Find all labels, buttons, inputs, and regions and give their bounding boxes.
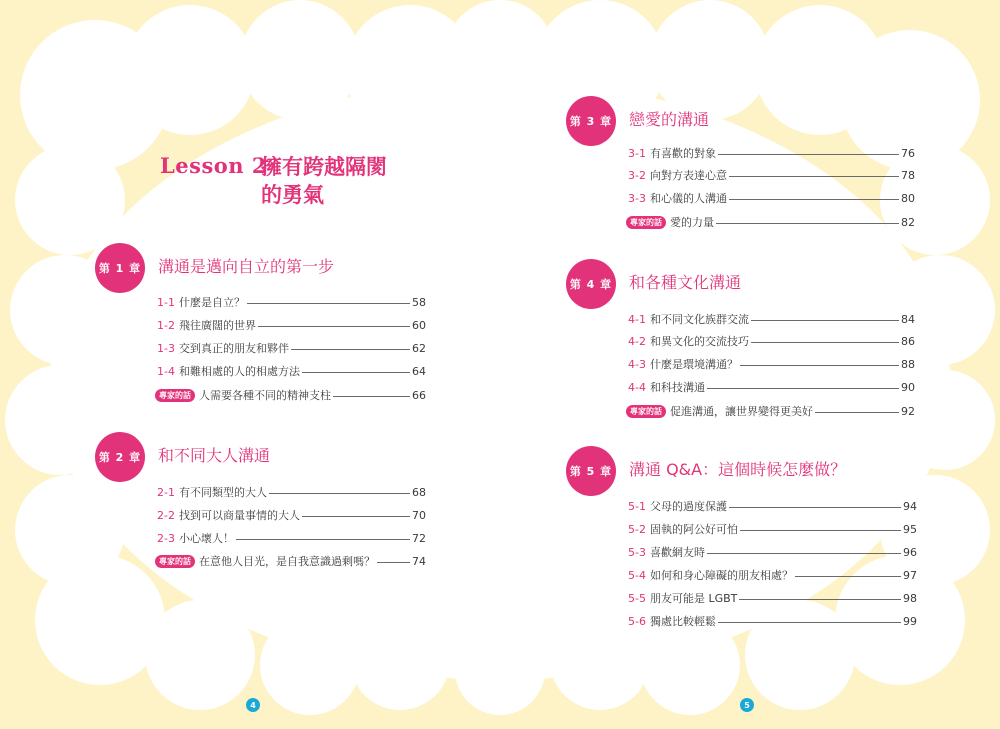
entry-page: 94 bbox=[903, 499, 917, 513]
toc-entry[interactable] bbox=[628, 311, 915, 327]
expert-badge: 專家的話 bbox=[155, 389, 195, 402]
dot-leader bbox=[707, 553, 901, 554]
dot-leader bbox=[740, 530, 901, 531]
toc-entry[interactable] bbox=[628, 356, 915, 372]
toc-entry[interactable] bbox=[157, 340, 426, 356]
entry-title: 和不同文化族群交流 bbox=[649, 313, 749, 326]
entry-number: 4-3 bbox=[628, 357, 646, 371]
entry-page: 72 bbox=[412, 531, 426, 545]
entry-page: 82 bbox=[901, 215, 915, 229]
entry-number: 4-1 bbox=[628, 312, 646, 326]
entry-page: 74 bbox=[412, 554, 426, 568]
toc-entry[interactable] bbox=[157, 484, 426, 500]
entry-title: 父母的過度保護 bbox=[649, 500, 727, 513]
dot-leader bbox=[269, 493, 410, 494]
entry-number: 4-4 bbox=[628, 380, 646, 394]
entry-number: 3-1 bbox=[628, 146, 646, 160]
toc-entry[interactable] bbox=[628, 167, 915, 183]
entry-number: 5-5 bbox=[628, 591, 646, 605]
chapter-badge: 第 4 章 bbox=[566, 259, 616, 309]
toc-entry[interactable] bbox=[628, 145, 915, 161]
entry-title: 如何和身心障礙的朋友相處？ bbox=[649, 569, 793, 582]
chapter-badge: 第 1 章 bbox=[95, 243, 145, 293]
entry-title: 有喜歡的對象 bbox=[649, 147, 716, 160]
entry-title: 和難相處的人的相處方法 bbox=[178, 365, 300, 378]
dot-leader bbox=[716, 223, 899, 224]
toc-entry[interactable] bbox=[628, 333, 915, 349]
chapter-title: 溝通是邁向自立的第一步 bbox=[158, 257, 335, 276]
expert-badge: 專家的話 bbox=[626, 405, 666, 418]
entry-title: 和異文化的交流技巧 bbox=[649, 335, 749, 348]
dot-leader bbox=[333, 396, 410, 397]
toc-entry[interactable] bbox=[157, 317, 426, 333]
entry-number: 5-2 bbox=[628, 522, 646, 536]
entry-page: 99 bbox=[903, 614, 917, 628]
dot-leader bbox=[302, 372, 410, 373]
entry-page: 90 bbox=[901, 380, 915, 394]
toc-entry[interactable] bbox=[157, 294, 426, 310]
toc-entry[interactable] bbox=[628, 498, 917, 514]
chapter-badge: 第 3 章 bbox=[566, 96, 616, 146]
entry-page: 78 bbox=[901, 168, 915, 182]
entry-page: 64 bbox=[412, 364, 426, 378]
toc-expert-entry[interactable] bbox=[155, 387, 426, 403]
entry-title: 朋友可能是 LGBT bbox=[649, 592, 738, 605]
entry-page: 97 bbox=[903, 568, 917, 582]
lesson-label: Lesson 2 bbox=[160, 153, 267, 178]
dot-leader bbox=[247, 303, 410, 304]
entry-number: 1-2 bbox=[157, 318, 175, 332]
entry-page: 88 bbox=[901, 357, 915, 371]
chapter-title: 和不同大人溝通 bbox=[158, 446, 271, 465]
dot-leader bbox=[729, 199, 899, 200]
toc-entry[interactable] bbox=[628, 590, 917, 606]
entry-page: 68 bbox=[412, 485, 426, 499]
toc-expert-entry[interactable] bbox=[626, 214, 915, 230]
entry-page: 70 bbox=[412, 508, 426, 522]
toc-entry[interactable] bbox=[157, 530, 426, 546]
entry-number: 3-2 bbox=[628, 168, 646, 182]
toc-entry[interactable] bbox=[157, 507, 426, 523]
entry-title: 找到可以商量事情的大人 bbox=[178, 509, 300, 522]
toc-entry[interactable] bbox=[628, 379, 915, 395]
entry-number: 4-2 bbox=[628, 334, 646, 348]
entry-title: 喜歡網友時 bbox=[649, 546, 705, 559]
entry-title: 交到真正的朋友和夥伴 bbox=[178, 342, 289, 355]
expert-badge: 專家的話 bbox=[155, 555, 195, 568]
entry-page: 80 bbox=[901, 191, 915, 205]
entry-page: 98 bbox=[903, 591, 917, 605]
dot-leader bbox=[751, 342, 899, 343]
chapter-title: 溝通 Q&A：這個時候怎麼做？ bbox=[629, 460, 847, 479]
page-number-left: 4 bbox=[246, 698, 260, 712]
entry-title: 向對方表達心意 bbox=[649, 169, 727, 182]
entry-number: 2-2 bbox=[157, 508, 175, 522]
entry-title: 人需要各種不同的精神支柱 bbox=[199, 389, 331, 402]
dot-leader bbox=[377, 562, 410, 563]
entry-number: 1-3 bbox=[157, 341, 175, 355]
toc-entry[interactable] bbox=[628, 544, 917, 560]
dot-leader bbox=[815, 412, 899, 413]
lesson-title: 擁有跨越隔閡的勇氣 bbox=[261, 154, 387, 207]
entry-title: 獨處比較輕鬆 bbox=[649, 615, 716, 628]
dot-leader bbox=[291, 349, 410, 350]
toc-entry[interactable] bbox=[628, 190, 915, 206]
entry-page: 62 bbox=[412, 341, 426, 355]
entry-title: 什麼是自立？ bbox=[178, 296, 245, 309]
dot-leader bbox=[729, 507, 901, 508]
expert-badge: 專家的話 bbox=[626, 216, 666, 229]
entry-title: 小心壞人！ bbox=[178, 532, 234, 545]
entry-title: 和心儀的人溝通 bbox=[649, 192, 727, 205]
toc-entry[interactable] bbox=[628, 613, 917, 629]
dot-leader bbox=[236, 539, 410, 540]
toc-expert-entry[interactable] bbox=[626, 403, 915, 419]
toc-entry[interactable] bbox=[628, 521, 917, 537]
dot-leader bbox=[718, 622, 901, 623]
chapter-title: 戀愛的溝通 bbox=[629, 110, 710, 129]
entry-page: 86 bbox=[901, 334, 915, 348]
entry-page: 66 bbox=[412, 388, 426, 402]
entry-title: 和科技溝通 bbox=[649, 381, 705, 394]
entry-number: 5-4 bbox=[628, 568, 646, 582]
dot-leader bbox=[751, 320, 899, 321]
entry-title: 什麼是環境溝通？ bbox=[649, 358, 738, 371]
entry-page: 58 bbox=[412, 295, 426, 309]
dot-leader bbox=[739, 599, 901, 600]
entry-number: 5-3 bbox=[628, 545, 646, 559]
entry-title: 愛的力量 bbox=[670, 216, 714, 229]
dot-leader bbox=[302, 516, 410, 517]
toc-expert-entry[interactable] bbox=[155, 553, 426, 569]
entry-title: 促進溝通，讓世界變得更美好 bbox=[670, 405, 813, 418]
toc-entry[interactable] bbox=[628, 567, 917, 583]
entry-number: 2-3 bbox=[157, 531, 175, 545]
dot-leader bbox=[795, 576, 901, 577]
entry-page: 96 bbox=[903, 545, 917, 559]
entry-number: 1-4 bbox=[157, 364, 175, 378]
toc-entry[interactable] bbox=[157, 363, 426, 379]
dot-leader bbox=[707, 388, 899, 389]
dot-leader bbox=[718, 154, 899, 155]
lesson-heading bbox=[160, 153, 387, 207]
entry-page: 92 bbox=[901, 404, 915, 418]
entry-number: 5-6 bbox=[628, 614, 646, 628]
entry-page: 84 bbox=[901, 312, 915, 326]
dot-leader bbox=[729, 176, 899, 177]
dot-leader bbox=[740, 365, 899, 366]
entry-page: 95 bbox=[903, 522, 917, 536]
entry-number: 3-3 bbox=[628, 191, 646, 205]
chapter-badge: 第 5 章 bbox=[566, 446, 616, 496]
entry-title: 有不同類型的大人 bbox=[178, 486, 267, 499]
entry-title: 固執的阿公好可怕 bbox=[649, 523, 738, 536]
entry-title: 飛往廣闊的世界 bbox=[178, 319, 256, 332]
dot-leader bbox=[258, 326, 410, 327]
entry-number: 1-1 bbox=[157, 295, 175, 309]
entry-number: 5-1 bbox=[628, 499, 646, 513]
entry-title: 在意他人目光，是自我意識過剩嗎？ bbox=[199, 555, 375, 568]
entry-page: 76 bbox=[901, 146, 915, 160]
page-number-right: 5 bbox=[740, 698, 754, 712]
chapter-title: 和各種文化溝通 bbox=[629, 273, 742, 292]
chapter-badge: 第 2 章 bbox=[95, 432, 145, 482]
entry-page: 60 bbox=[412, 318, 426, 332]
entry-number: 2-1 bbox=[157, 485, 175, 499]
